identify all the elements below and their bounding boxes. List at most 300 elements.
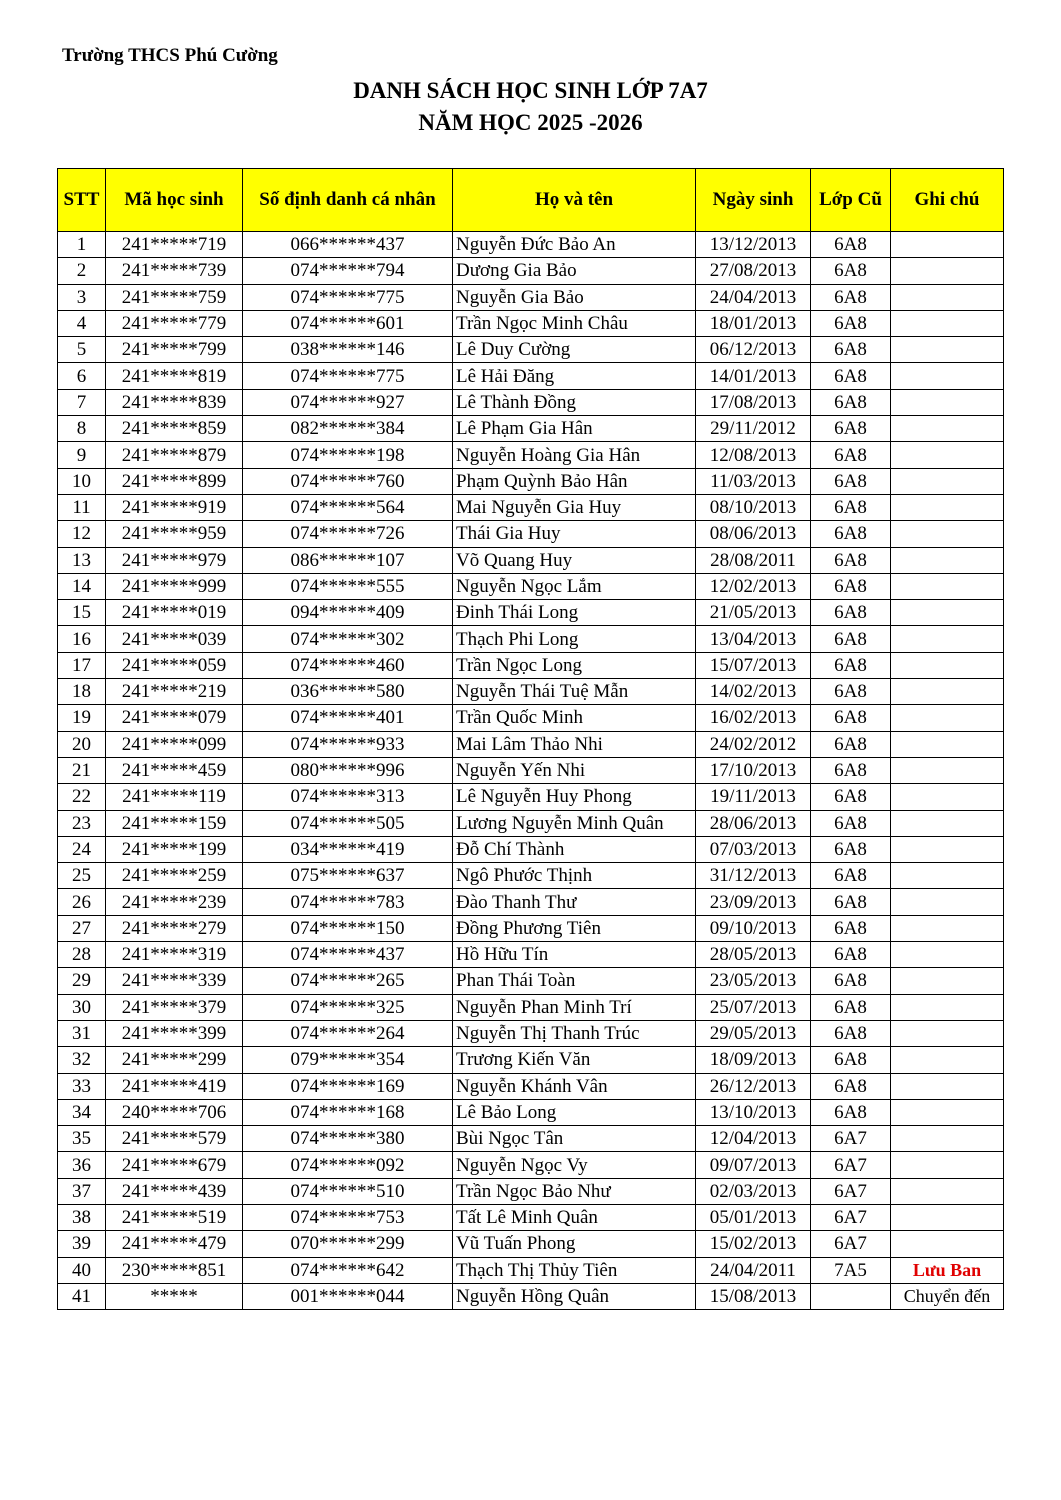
table-row <box>58 363 1004 389</box>
table-row <box>58 968 1004 994</box>
note-cell <box>891 626 1004 652</box>
old-class-cell: 6A8 <box>811 1073 891 1099</box>
birth-date-cell: 15/08/2013 <box>696 1283 811 1309</box>
stt-cell: 9 <box>58 442 106 468</box>
old-class-cell: 6A8 <box>811 757 891 783</box>
stt-cell: 26 <box>58 889 106 915</box>
birth-date-cell: 23/09/2013 <box>696 889 811 915</box>
birth-date-cell: 08/06/2013 <box>696 521 811 547</box>
stt-cell: 16 <box>58 626 106 652</box>
student-code-cell: 241*****999 <box>106 573 243 599</box>
table-row <box>58 1020 1004 1046</box>
stt-cell: 14 <box>58 573 106 599</box>
old-class-cell: 6A8 <box>811 363 891 389</box>
personal-id-cell: 075******637 <box>243 863 453 889</box>
stt-cell: 5 <box>58 337 106 363</box>
stt-cell: 27 <box>58 915 106 941</box>
birth-date-cell: 06/12/2013 <box>696 337 811 363</box>
personal-id-cell: 074******401 <box>243 705 453 731</box>
table-row <box>58 494 1004 520</box>
student-code-cell: 241*****079 <box>106 705 243 731</box>
personal-id-cell: 074******726 <box>243 521 453 547</box>
birth-date-cell: 07/03/2013 <box>696 836 811 862</box>
birth-date-cell: 02/03/2013 <box>696 1178 811 1204</box>
birth-date-cell: 23/05/2013 <box>696 968 811 994</box>
note-cell <box>891 1099 1004 1125</box>
student-code-cell: 241*****759 <box>106 284 243 310</box>
table-row <box>58 1231 1004 1257</box>
old-class-cell: 6A7 <box>811 1178 891 1204</box>
personal-id-cell: 074******775 <box>243 284 453 310</box>
old-class-cell: 6A8 <box>811 968 891 994</box>
birth-date-cell: 09/10/2013 <box>696 915 811 941</box>
table-row <box>58 784 1004 810</box>
birth-date-cell: 29/11/2012 <box>696 416 811 442</box>
note-cell <box>891 784 1004 810</box>
birth-date-cell: 28/06/2013 <box>696 810 811 836</box>
document-title: DANH SÁCH HỌC SINH LỚP 7A7 <box>353 78 708 103</box>
student-code-cell: 241*****479 <box>106 1231 243 1257</box>
table-row <box>58 1178 1004 1204</box>
birth-date-cell: 05/01/2013 <box>696 1204 811 1230</box>
birth-date-cell: 13/04/2013 <box>696 626 811 652</box>
stt-cell: 21 <box>58 757 106 783</box>
table-row <box>58 1283 1004 1309</box>
col-header-note: Ghi chú <box>891 169 1004 232</box>
full-name-cell: Bùi Ngọc Tân <box>453 1126 696 1152</box>
stt-cell: 29 <box>58 968 106 994</box>
old-class-cell: 6A8 <box>811 784 891 810</box>
full-name-cell: Nguyễn Ngọc Lắm <box>453 573 696 599</box>
table-row <box>58 310 1004 336</box>
note-cell <box>891 284 1004 310</box>
note-cell <box>891 232 1004 258</box>
note-cell <box>891 1073 1004 1099</box>
old-class-cell: 6A8 <box>811 284 891 310</box>
old-class-cell: 6A8 <box>811 468 891 494</box>
student-code-cell: 241*****959 <box>106 521 243 547</box>
student-code-cell: ***** <box>106 1283 243 1309</box>
student-code-cell: 241*****379 <box>106 994 243 1020</box>
birth-date-cell: 11/03/2013 <box>696 468 811 494</box>
note-cell <box>891 389 1004 415</box>
full-name-cell: Phan Thái Toàn <box>453 968 696 994</box>
full-name-cell: Nguyễn Hoàng Gia Hân <box>453 442 696 468</box>
note-cell <box>891 1231 1004 1257</box>
personal-id-cell: 036******580 <box>243 679 453 705</box>
note-cell <box>891 468 1004 494</box>
student-code-cell: 241*****799 <box>106 337 243 363</box>
old-class-cell: 6A7 <box>811 1126 891 1152</box>
full-name-cell: Đào Thanh Thư <box>453 889 696 915</box>
stt-cell: 20 <box>58 731 106 757</box>
table-row <box>58 1257 1004 1283</box>
table-row <box>58 337 1004 363</box>
table-row <box>58 679 1004 705</box>
birth-date-cell: 08/10/2013 <box>696 494 811 520</box>
birth-date-cell: 17/08/2013 <box>696 389 811 415</box>
full-name-cell: Tất Lê Minh Quân <box>453 1204 696 1230</box>
student-code-cell: 241*****819 <box>106 363 243 389</box>
old-class-cell: 7A5 <box>811 1257 891 1283</box>
personal-id-cell: 074******437 <box>243 942 453 968</box>
student-code-cell: 241*****299 <box>106 1047 243 1073</box>
personal-id-cell: 066******437 <box>243 232 453 258</box>
table-row <box>58 573 1004 599</box>
col-header-old-class: Lớp Cũ <box>811 169 891 232</box>
old-class-cell: 6A8 <box>811 416 891 442</box>
col-header-personal-id: Số định danh cá nhân <box>243 169 453 232</box>
student-code-cell: 241*****219 <box>106 679 243 705</box>
full-name-cell: Lê Bảo Long <box>453 1099 696 1125</box>
personal-id-cell: 074******302 <box>243 626 453 652</box>
personal-id-cell: 074******092 <box>243 1152 453 1178</box>
stt-cell: 23 <box>58 810 106 836</box>
note-cell <box>891 679 1004 705</box>
table-row <box>58 416 1004 442</box>
full-name-cell: Thạch Phi Long <box>453 626 696 652</box>
personal-id-cell: 074******794 <box>243 258 453 284</box>
table-row <box>58 942 1004 968</box>
note-cell <box>891 863 1004 889</box>
personal-id-cell: 074******265 <box>243 968 453 994</box>
full-name-cell: Mai Lâm Thảo Nhi <box>453 731 696 757</box>
student-code-cell: 241*****459 <box>106 757 243 783</box>
student-code-cell: 241*****279 <box>106 915 243 941</box>
birth-date-cell: 15/07/2013 <box>696 652 811 678</box>
stt-cell: 6 <box>58 363 106 389</box>
personal-id-cell: 074******775 <box>243 363 453 389</box>
student-code-cell: 241*****879 <box>106 442 243 468</box>
full-name-cell: Hồ Hữu Tín <box>453 942 696 968</box>
table-row <box>58 652 1004 678</box>
note-cell <box>891 915 1004 941</box>
birth-date-cell: 13/12/2013 <box>696 232 811 258</box>
personal-id-cell: 074******601 <box>243 310 453 336</box>
stt-cell: 10 <box>58 468 106 494</box>
student-code-cell: 241*****119 <box>106 784 243 810</box>
full-name-cell: Dương Gia Bảo <box>453 258 696 284</box>
note-cell <box>891 942 1004 968</box>
full-name-cell: Mai Nguyễn Gia Huy <box>453 494 696 520</box>
full-name-cell: Nguyễn Thái Tuệ Mẫn <box>453 679 696 705</box>
full-name-cell: Trương Kiến Văn <box>453 1047 696 1073</box>
student-code-cell: 241*****779 <box>106 310 243 336</box>
note-cell <box>891 1047 1004 1073</box>
birth-date-cell: 12/04/2013 <box>696 1126 811 1152</box>
birth-date-cell: 19/11/2013 <box>696 784 811 810</box>
old-class-cell: 6A8 <box>811 652 891 678</box>
stt-cell: 7 <box>58 389 106 415</box>
note-cell: Lưu Ban <box>891 1257 1004 1283</box>
note-cell <box>891 810 1004 836</box>
student-code-cell: 241*****859 <box>106 416 243 442</box>
stt-cell: 24 <box>58 836 106 862</box>
old-class-cell: 6A8 <box>811 705 891 731</box>
personal-id-cell: 074******555 <box>243 573 453 599</box>
note-cell <box>891 494 1004 520</box>
student-code-cell: 230*****851 <box>106 1257 243 1283</box>
personal-id-cell: 074******510 <box>243 1178 453 1204</box>
stt-cell: 33 <box>58 1073 106 1099</box>
full-name-cell: Lê Phạm Gia Hân <box>453 416 696 442</box>
stt-cell: 11 <box>58 494 106 520</box>
stt-cell: 30 <box>58 994 106 1020</box>
table-row <box>58 258 1004 284</box>
student-code-cell: 241*****319 <box>106 942 243 968</box>
personal-id-cell: 086******107 <box>243 547 453 573</box>
col-header-full-name: Họ và tên <box>453 169 696 232</box>
old-class-cell: 6A8 <box>811 731 891 757</box>
table-body <box>58 232 1004 1310</box>
personal-id-cell: 074******933 <box>243 731 453 757</box>
school-name: Trường THCS Phú Cường <box>62 45 278 66</box>
stt-cell: 22 <box>58 784 106 810</box>
note-cell <box>891 600 1004 626</box>
student-code-cell: 241*****339 <box>106 968 243 994</box>
full-name-cell: Trần Quốc Minh <box>453 705 696 731</box>
old-class-cell: 6A8 <box>811 310 891 336</box>
note-cell <box>891 573 1004 599</box>
table-row <box>58 1099 1004 1125</box>
birth-date-cell: 18/09/2013 <box>696 1047 811 1073</box>
stt-cell: 18 <box>58 679 106 705</box>
stt-cell: 35 <box>58 1126 106 1152</box>
personal-id-cell: 074******380 <box>243 1126 453 1152</box>
personal-id-cell: 074******753 <box>243 1204 453 1230</box>
stt-cell: 3 <box>58 284 106 310</box>
personal-id-cell: 074******927 <box>243 389 453 415</box>
student-code-cell: 240*****706 <box>106 1099 243 1125</box>
full-name-cell: Thạch Thị Thủy Tiên <box>453 1257 696 1283</box>
full-name-cell: Trần Ngọc Bảo Như <box>453 1178 696 1204</box>
birth-date-cell: 24/04/2011 <box>696 1257 811 1283</box>
personal-id-cell: 038******146 <box>243 337 453 363</box>
birth-date-cell: 29/05/2013 <box>696 1020 811 1046</box>
personal-id-cell: 074******642 <box>243 1257 453 1283</box>
full-name-cell: Thái Gia Huy <box>453 521 696 547</box>
personal-id-cell: 074******169 <box>243 1073 453 1099</box>
stt-cell: 4 <box>58 310 106 336</box>
old-class-cell: 6A8 <box>811 679 891 705</box>
birth-date-cell: 24/02/2012 <box>696 731 811 757</box>
full-name-cell: Đỗ Chí Thành <box>453 836 696 862</box>
table-row <box>58 1152 1004 1178</box>
stt-cell: 41 <box>58 1283 106 1309</box>
table-row <box>58 232 1004 258</box>
birth-date-cell: 12/02/2013 <box>696 573 811 599</box>
full-name-cell: Vũ Tuấn Phong <box>453 1231 696 1257</box>
birth-date-cell: 16/02/2013 <box>696 705 811 731</box>
birth-date-cell: 15/02/2013 <box>696 1231 811 1257</box>
note-cell <box>891 337 1004 363</box>
birth-date-cell: 25/07/2013 <box>696 994 811 1020</box>
table-row <box>58 521 1004 547</box>
table-row <box>58 626 1004 652</box>
personal-id-cell: 074******325 <box>243 994 453 1020</box>
note-cell <box>891 1020 1004 1046</box>
table-row <box>58 836 1004 862</box>
full-name-cell: Lê Hải Đăng <box>453 363 696 389</box>
full-name-cell: Phạm Quỳnh Bảo Hân <box>453 468 696 494</box>
stt-cell: 15 <box>58 600 106 626</box>
birth-date-cell: 27/08/2013 <box>696 258 811 284</box>
note-cell <box>891 652 1004 678</box>
table-row <box>58 1047 1004 1073</box>
student-code-cell: 241*****199 <box>106 836 243 862</box>
personal-id-cell: 074******760 <box>243 468 453 494</box>
old-class-cell: 6A8 <box>811 942 891 968</box>
col-header-stt: STT <box>58 169 106 232</box>
student-code-cell: 241*****739 <box>106 258 243 284</box>
birth-date-cell: 14/01/2013 <box>696 363 811 389</box>
birth-date-cell: 21/05/2013 <box>696 600 811 626</box>
old-class-cell: 6A8 <box>811 442 891 468</box>
full-name-cell: Lê Duy Cường <box>453 337 696 363</box>
old-class-cell: 6A8 <box>811 258 891 284</box>
birth-date-cell: 24/04/2013 <box>696 284 811 310</box>
student-code-cell: 241*****419 <box>106 1073 243 1099</box>
full-name-cell: Nguyễn Yến Nhi <box>453 757 696 783</box>
student-code-cell: 241*****099 <box>106 731 243 757</box>
old-class-cell: 6A7 <box>811 1152 891 1178</box>
stt-cell: 36 <box>58 1152 106 1178</box>
old-class-cell: 6A8 <box>811 547 891 573</box>
table-row <box>58 284 1004 310</box>
birth-date-cell: 14/02/2013 <box>696 679 811 705</box>
full-name-cell: Lê Nguyễn Huy Phong <box>453 784 696 810</box>
stt-cell: 32 <box>58 1047 106 1073</box>
table-row <box>58 547 1004 573</box>
note-cell: Chuyển đến <box>891 1283 1004 1309</box>
full-name-cell: Nguyễn Gia Bảo <box>453 284 696 310</box>
student-table <box>57 168 1004 1310</box>
personal-id-cell: 074******168 <box>243 1099 453 1125</box>
old-class-cell: 6A8 <box>811 600 891 626</box>
student-code-cell: 241*****439 <box>106 1178 243 1204</box>
full-name-cell: Ngô Phước Thịnh <box>453 863 696 889</box>
personal-id-cell: 074******264 <box>243 1020 453 1046</box>
student-code-cell: 241*****519 <box>106 1204 243 1230</box>
stt-cell: 1 <box>58 232 106 258</box>
student-code-cell: 241*****979 <box>106 547 243 573</box>
old-class-cell: 6A8 <box>811 232 891 258</box>
full-name-cell: Nguyễn Hồng Quân <box>453 1283 696 1309</box>
stt-cell: 39 <box>58 1231 106 1257</box>
stt-cell: 28 <box>58 942 106 968</box>
note-cell <box>891 968 1004 994</box>
personal-id-cell: 080******996 <box>243 757 453 783</box>
full-name-cell: Nguyễn Phan Minh Trí <box>453 994 696 1020</box>
student-code-cell: 241*****239 <box>106 889 243 915</box>
old-class-cell: 6A8 <box>811 915 891 941</box>
personal-id-cell: 082******384 <box>243 416 453 442</box>
note-cell <box>891 310 1004 336</box>
old-class-cell: 6A8 <box>811 994 891 1020</box>
table-row <box>58 1126 1004 1152</box>
student-code-cell: 241*****059 <box>106 652 243 678</box>
old-class-cell: 6A8 <box>811 1099 891 1125</box>
old-class-cell: 6A8 <box>811 1020 891 1046</box>
birth-date-cell: 09/07/2013 <box>696 1152 811 1178</box>
personal-id-cell: 079******354 <box>243 1047 453 1073</box>
student-code-cell: 241*****899 <box>106 468 243 494</box>
note-cell <box>891 363 1004 389</box>
note-cell <box>891 547 1004 573</box>
old-class-cell <box>811 1283 891 1309</box>
birth-date-cell: 12/08/2013 <box>696 442 811 468</box>
note-cell <box>891 757 1004 783</box>
student-code-cell: 241*****019 <box>106 600 243 626</box>
stt-cell: 13 <box>58 547 106 573</box>
table-row <box>58 915 1004 941</box>
old-class-cell: 6A8 <box>811 1047 891 1073</box>
old-class-cell: 6A8 <box>811 337 891 363</box>
full-name-cell: Lê Thành Đồng <box>453 389 696 415</box>
personal-id-cell: 074******505 <box>243 810 453 836</box>
old-class-cell: 6A8 <box>811 810 891 836</box>
old-class-cell: 6A8 <box>811 389 891 415</box>
note-cell <box>891 442 1004 468</box>
table-row <box>58 1204 1004 1230</box>
birth-date-cell: 26/12/2013 <box>696 1073 811 1099</box>
note-cell <box>891 1152 1004 1178</box>
student-code-cell: 241*****679 <box>106 1152 243 1178</box>
stt-cell: 37 <box>58 1178 106 1204</box>
full-name-cell: Trần Ngọc Long <box>453 652 696 678</box>
personal-id-cell: 070******299 <box>243 1231 453 1257</box>
note-cell <box>891 889 1004 915</box>
stt-cell: 40 <box>58 1257 106 1283</box>
personal-id-cell: 074******150 <box>243 915 453 941</box>
table-row <box>58 600 1004 626</box>
table-row <box>58 705 1004 731</box>
personal-id-cell: 034******419 <box>243 836 453 862</box>
old-class-cell: 6A8 <box>811 573 891 599</box>
note-cell <box>891 521 1004 547</box>
table-row <box>58 731 1004 757</box>
full-name-cell: Võ Quang Huy <box>453 547 696 573</box>
full-name-cell: Trần Ngọc Minh Châu <box>453 310 696 336</box>
note-cell <box>891 1204 1004 1230</box>
personal-id-cell: 074******313 <box>243 784 453 810</box>
col-header-student-code: Mã học sinh <box>106 169 243 232</box>
table-row <box>58 1073 1004 1099</box>
full-name-cell: Đồng Phương Tiên <box>453 915 696 941</box>
note-cell <box>891 1178 1004 1204</box>
full-name-cell: Nguyễn Thị Thanh Trúc <box>453 1020 696 1046</box>
table-row <box>58 994 1004 1020</box>
table-row <box>58 757 1004 783</box>
stt-cell: 34 <box>58 1099 106 1125</box>
table-header-row <box>58 169 1004 232</box>
full-name-cell: Nguyễn Đức Bảo An <box>453 232 696 258</box>
old-class-cell: 6A8 <box>811 889 891 915</box>
full-name-cell: Nguyễn Ngọc Vy <box>453 1152 696 1178</box>
table-row <box>58 442 1004 468</box>
note-cell <box>891 994 1004 1020</box>
table-row <box>58 810 1004 836</box>
student-code-cell: 241*****579 <box>106 1126 243 1152</box>
stt-cell: 2 <box>58 258 106 284</box>
stt-cell: 38 <box>58 1204 106 1230</box>
student-code-cell: 241*****839 <box>106 389 243 415</box>
old-class-cell: 6A8 <box>811 626 891 652</box>
full-name-cell: Nguyễn Khánh Vân <box>453 1073 696 1099</box>
note-cell <box>891 416 1004 442</box>
stt-cell: 17 <box>58 652 106 678</box>
old-class-cell: 6A8 <box>811 836 891 862</box>
